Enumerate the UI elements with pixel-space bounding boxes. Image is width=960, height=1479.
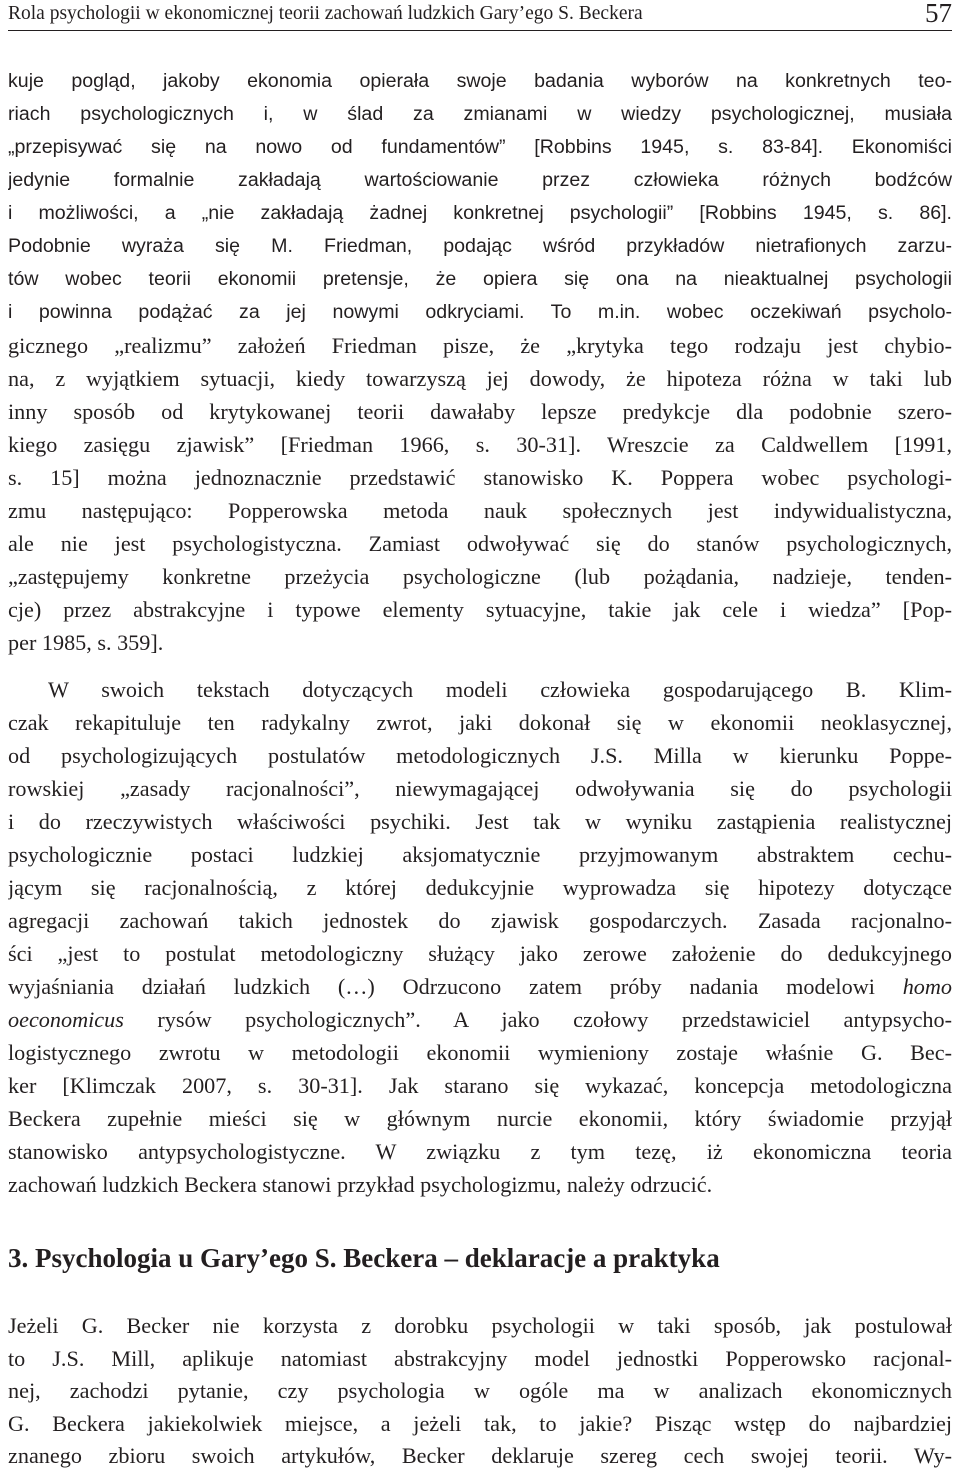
- text-segment: rysów psychologicznych”. A jako czołowy przedstawiciel antypsycho-: [123, 1007, 952, 1032]
- paragraph-klimczak: [8, 673, 952, 1201]
- paragraph-section-3: [8, 1310, 952, 1473]
- text-line: cje) przez abstrakcyjne i typowe elementy sytuacyjne, takie jak cele i wiedza” [Pop-: [8, 597, 952, 622]
- text-line: tów wobec teorii ekonomii pretensje, że opiera się ona na nieaktualnej psychologii: [8, 268, 952, 290]
- text-segment: wyjaśniania działań ludzkich (…) Odrzucono zatem próby nadania modelowi: [8, 974, 903, 999]
- text-line: kuje pogląd, jakoby ekonomia opierała swoje badania wyborów na konkretnych teo-: [8, 70, 952, 92]
- text-line: od psychologizujących postulatów metodologicznych J.S. Milla w kierunku Poppe-: [8, 743, 952, 768]
- text-line: ker [Klimczak 2007, s. 30-31]. Jak starano się wykazać, koncepcja metodologiczna: [8, 1073, 952, 1098]
- text-line: jącym się racjonalnością, z której dedukcyjnie wyprowadza się hipotezy dotyczące: [8, 875, 952, 900]
- text-line: kiego zasięgu zjawisk” [Friedman 1966, s. 30-31]. Wreszcie za Caldwellem [1991,: [8, 432, 952, 457]
- italic-term: homo: [902, 974, 952, 999]
- text-line: psychologicznie postaci ludzkiej aksjomatycznie przyjmowanym abstraktem cechu-: [8, 842, 952, 867]
- text-line: i powinna podążać za jej nowymi odkryciami. To m.in. wobec oczekiwań psycholo-: [8, 301, 952, 323]
- text-line: i do rzeczywistych właściwości psychiki. Jest tak w wyniku zastąpienia realistycznej: [8, 809, 952, 834]
- text-line: nej, zachodzi pytanie, czy psychologia w ogóle ma w analizach ekonomicznych: [8, 1378, 952, 1403]
- text-line: czak rekapituluje ten radykalny zwrot, jaki dokonał się w ekonomii neoklasycznej,: [8, 710, 952, 735]
- text-line: logistycznego zwrotu w metodologii ekonomii wymieniony zostaje właśnie G. Bec-: [8, 1040, 952, 1065]
- text-line: zmu następująco: Popperowska metoda nauk społecznych jest indywidualistyczna,: [8, 498, 952, 523]
- text-line: Podobnie wyraża się M. Friedman, podając wśród przykładów nietrafionych zarzu-: [8, 235, 952, 257]
- text-line: inny sposób od krytykowanej teorii dawałaby lepsze predykcje dla podobnie szero-: [8, 399, 952, 424]
- paragraph-continued: [8, 65, 952, 659]
- italic-term: oeconomicus: [8, 1007, 124, 1032]
- text-line: ale nie jest psychologistyczna. Zamiast odwoływać się do stanów psychologicznych,: [8, 531, 952, 556]
- text-line: rowskiej „zasady racjonalności”, niewymagającej odwoływania się do psychologii: [8, 776, 952, 801]
- text-line: riach psychologicznych i, w ślad za zmianami w wiedzy psychologicznej, musiała: [8, 103, 952, 125]
- text-line: zachowań ludzkich Beckera stanowi przykład psychologizmu, należy odrzucić.: [8, 1172, 713, 1197]
- page-number: 57: [925, 0, 952, 28]
- running-header: [8, 0, 952, 31]
- text-line: W swoich tekstach dotyczących modeli człowieka gospodarującego B. Klim-: [48, 677, 952, 702]
- running-title: Rola psychologii w ekonomicznej teorii zachowań ludzkich Gary’ego S. Beckera: [8, 3, 643, 24]
- text-line-mixed: [8, 970, 952, 1003]
- text-line: znanego zbioru swoich artykułów, Becker deklaruje szereg cech swojej teorii. Wy-: [8, 1443, 952, 1468]
- text-line: na, z wyjątkiem sytuacji, kiedy towarzyszą jej dowody, że hipoteza różna w taki lub: [8, 366, 952, 391]
- text-line: Jeżeli G. Becker nie korzysta z dorobku psychologii w taki sposób, jak postulował: [8, 1313, 952, 1338]
- text-line: per 1985, s. 359].: [8, 630, 164, 655]
- text-line: „zastępujemy konkretne przeżycia psychologiczne (lub pożądania, nadzieje, tenden-: [8, 564, 952, 589]
- text-line: stanowisko antypsychologistyczne. W związku z tym tezę, iż ekonomiczna teoria: [8, 1139, 952, 1164]
- text-line: ści „jest to postulat metodologiczny służący jako zerowe założenie do dedukcyjnego: [8, 941, 952, 966]
- section-heading: 3. Psychologia u Gary’ego S. Beckera – deklaracje a praktyka: [8, 1243, 720, 1273]
- text-line: i możliwości, a „nie zakładają żadnej konkretnej psychologii” [Robbins 1945, s. 86].: [8, 202, 952, 224]
- text-line: „przepisywać się na nowo od fundamentów” [Robbins 1945, s. 83-84]. Ekonomiści: [8, 136, 952, 158]
- text-line: G. Beckera jakiekolwiek miejsce, a jeżeli tak, to jakie? Pisząc wstęp do najbardziej: [8, 1410, 952, 1436]
- text-line: Beckera zupełnie mieści się w głównym nurcie ekonomii, który świadomie przyjął: [8, 1106, 952, 1131]
- text-line: s. 15] można jednoznacznie przedstawić stanowisko K. Poppera wobec psychologi-: [8, 465, 952, 490]
- text-line: agregacji zachowań takich jednostek do zjawisk gospodarczych. Zasada racjonalno-: [8, 908, 952, 933]
- text-line: jedynie formalnie zakładają wartościowanie przez człowieka różnych bodźców: [8, 169, 952, 191]
- text-line: to J.S. Mill, aplikuje natomiast abstrakcyjny model jednostki Popperowsko racjonal-: [8, 1345, 952, 1371]
- text-line-mixed: [8, 1003, 952, 1036]
- text-line: gicznego „realizmu” założeń Friedman pisze, że „krytyka tego rodzaju jest chybio-: [8, 333, 952, 358]
